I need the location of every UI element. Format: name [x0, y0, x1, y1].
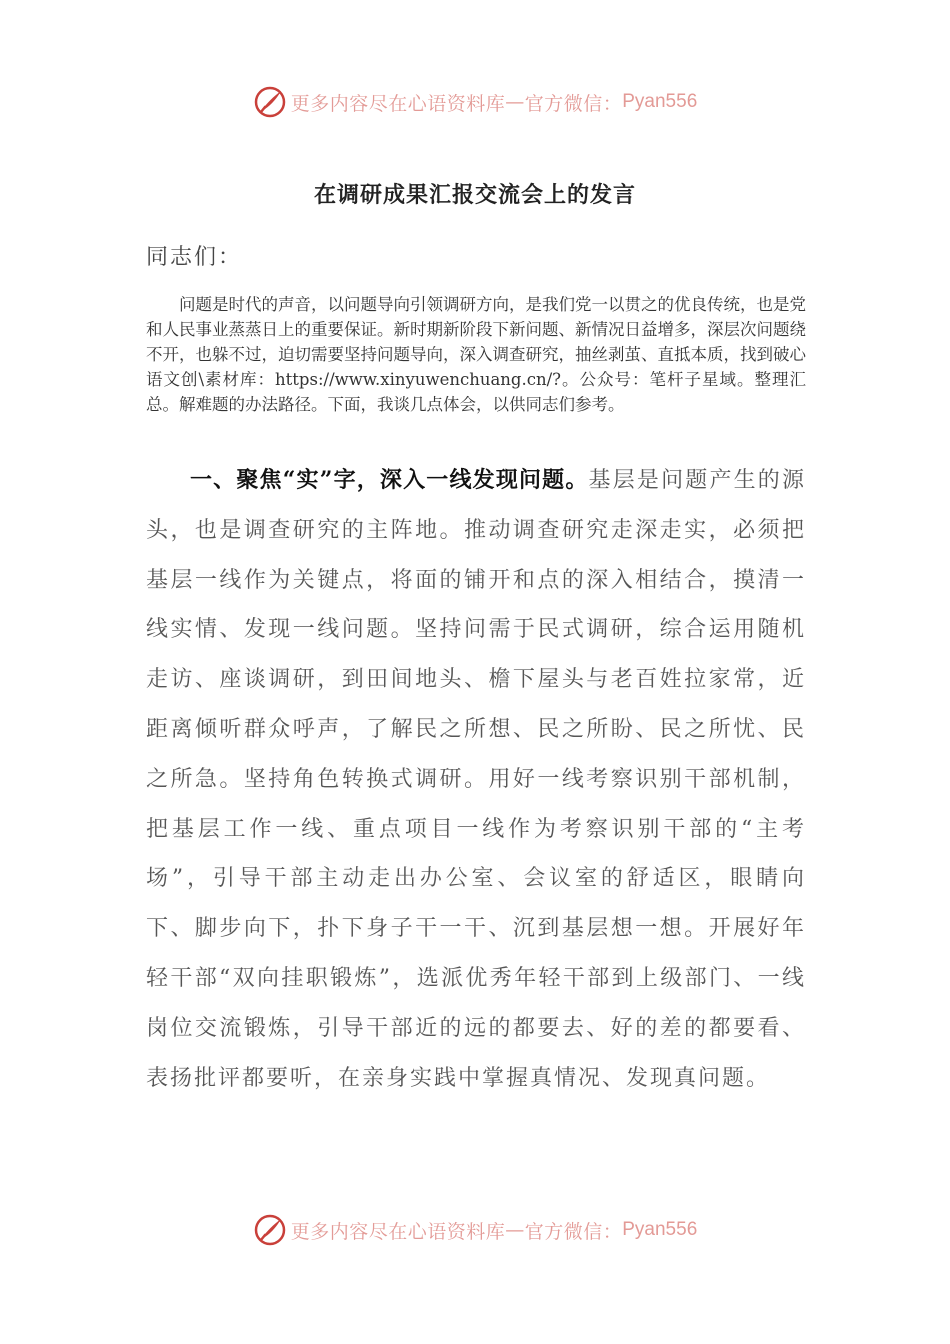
document-title: 在调研成果汇报交流会上的发言	[313, 182, 636, 208]
header-watermark	[0, 82, 950, 122]
watermark-separator: —	[505, 91, 525, 113]
quill-logo-icon	[253, 85, 287, 119]
watermark-wechat-id: Pyan556	[622, 91, 698, 112]
watermark-site-text: 更多内容尽在心语资料库	[290, 92, 506, 115]
section-paragraph	[146, 456, 806, 1103]
watermark-label: 官方微信：	[524, 92, 623, 115]
footer-watermark	[0, 1210, 950, 1250]
watermark-separator: —	[505, 1219, 525, 1241]
quill-logo-icon	[253, 1213, 287, 1247]
salutation: 同志们：	[146, 245, 243, 270]
intro-paragraph: 问题是时代的声音，以问题导向引领调研方向，是我们党一以贯之的优良传统，也是党和人民事业蒸蒸日上的重要保证。新时期新阶段下新问题、新情况日益增多，深层次问题绕不开，也躲不过，迫切需要坚持问题导向，深入调查研究，抽丝剥茧、直抵本质，找到破心语文创\素材库：https://www.xinyuwenchuang.cn/?。公众号：笔杆子星域。整理汇总。解难题的办法路径。下面，我谈几点体会，以供同志们参考。	[146, 295, 806, 414]
section-body: 基层是问题产生的源头，也是调查研究的主阵地。推动调查研究走深走实，必须把基层一线作为关键点，将面的铺开和点的深入相结合，摸清一线实情、发现一线问题。坚持问需于民式调研，综合运用随机走访、座谈调研，到田间地头、檐下屋头与老百姓拉家常，近距离倾听群众呼声，了解民之所想、民之所盼、民之所忧、民之所急。坚持角色转换式调研。用好一线考察识别干部机制，把基层工作一线、重点项目一线作为考察识别干部的“主考场”，引导干部主动走出办公室、会议室的舒适区，眼睛向下、脚步向下，扑下身子干一干、沉到基层想一想。开展好年轻干部“双向挂职锻炼”，选派优秀年轻干部到上级部门、一线岗位交流锻炼，引导干部近的远的都要去、好的差的都要看、表扬批评都要听，在亲身实践中掌握真情况、发现真问题。	[146, 468, 806, 1091]
watermark-label: 官方微信：	[524, 1220, 623, 1243]
watermark-site-text: 更多内容尽在心语资料库	[290, 1220, 506, 1243]
section-heading: 一、聚焦“实”字，深入一线发现问题。	[190, 467, 589, 493]
watermark-wechat-id: Pyan556	[622, 1219, 698, 1240]
